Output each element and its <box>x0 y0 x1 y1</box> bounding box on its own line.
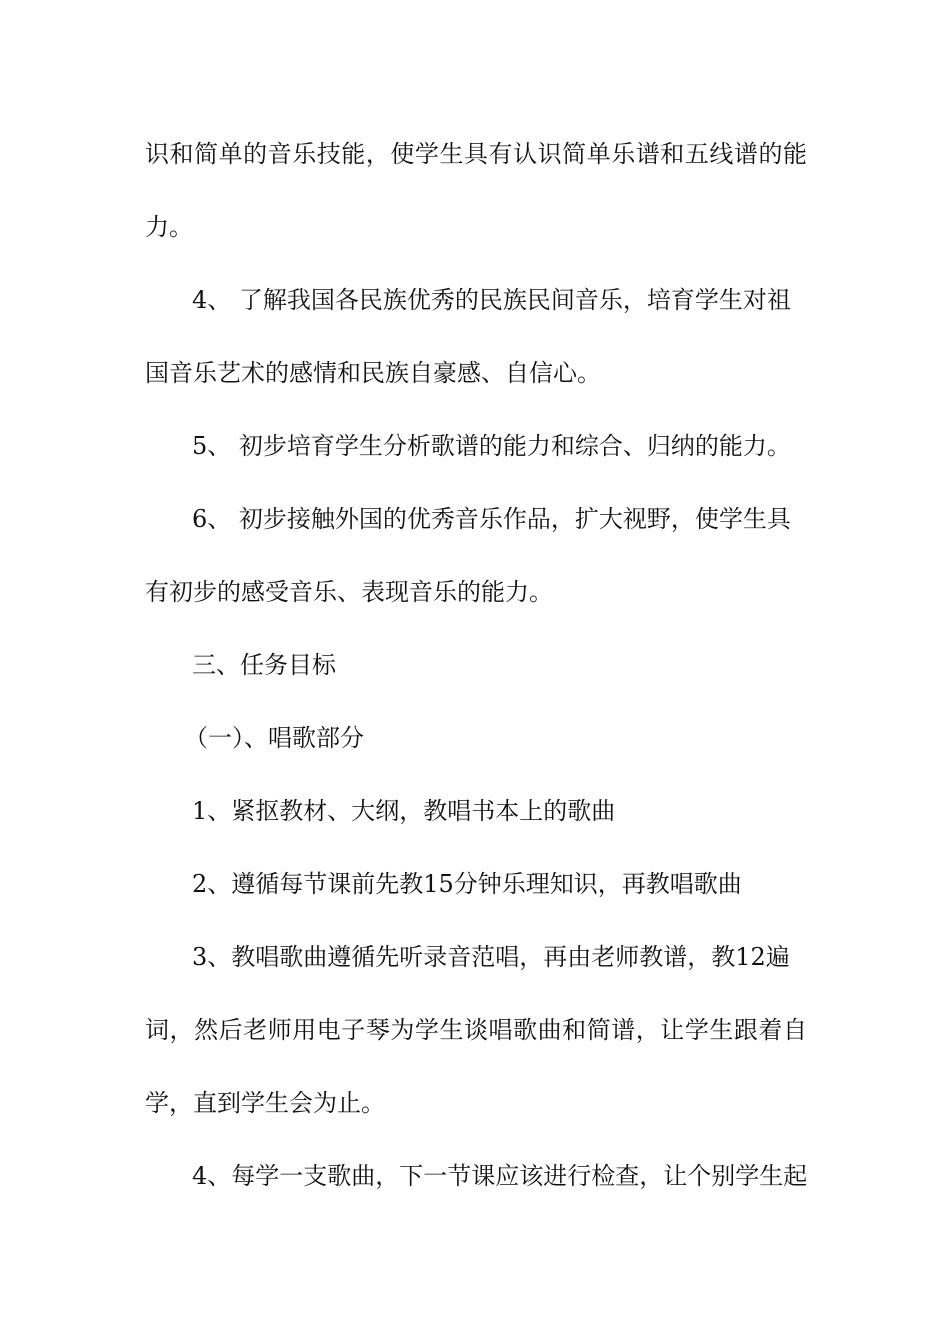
list-item-2: 2、遵循每节课前先教15分钟乐理知识，再教唱歌曲 <box>192 870 742 898</box>
text-line: 有初步的感受音乐、表现音乐的能力。 <box>145 578 553 606</box>
list-item-3: 3、教唱歌曲遵循先听录音范唱，再由老师教谱，教12遍 <box>192 943 790 971</box>
text-line: 力。 <box>145 213 193 241</box>
subsection-heading: （一）、唱歌部分 <box>184 724 364 752</box>
text-line: 国音乐艺术的感情和民族自豪感、自信心。 <box>145 359 601 387</box>
section-heading: 三、任务目标 <box>192 651 336 679</box>
numbered-item-6: 6、 初步接触外国的优秀音乐作品，扩大视野，使学生具 <box>192 505 791 533</box>
numbered-item-5: 5、 初步培育学生分析歌谱的能力和综合、归纳的能力。 <box>192 432 791 460</box>
text-line: 词，然后老师用电子琴为学生谈唱歌曲和简谱，让学生跟着自 <box>145 1016 807 1044</box>
list-item-4: 4、每学一支歌曲，下一节课应该进行检查，让个别学生起 <box>192 1162 808 1190</box>
list-item-1: 1、紧抠教材、大纲，教唱书本上的歌曲 <box>192 797 616 825</box>
text-line: 学，直到学生会为止。 <box>145 1089 385 1117</box>
numbered-item-4: 4、 了解我国各民族优秀的民族民间音乐，培育学生对祖 <box>192 286 791 314</box>
text-line: 识和简单的音乐技能，使学生具有认识简单乐谱和五线谱的能 <box>145 140 807 168</box>
